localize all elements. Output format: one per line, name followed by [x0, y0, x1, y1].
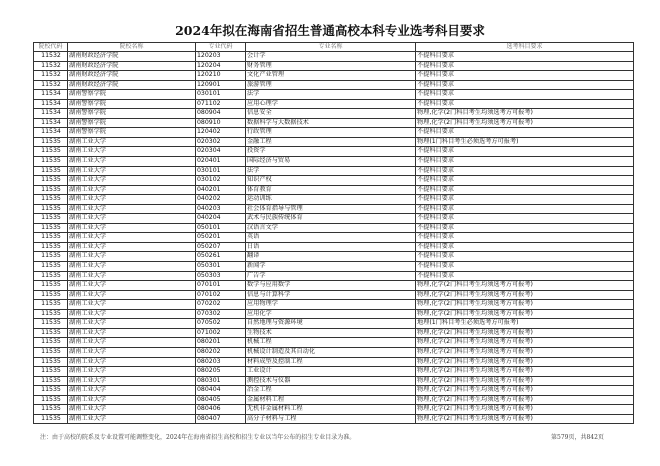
cell-major-code: 080205	[196, 367, 246, 377]
table-row	[34, 147, 634, 157]
table-row	[34, 195, 634, 205]
cell-school-code: 11535	[34, 376, 68, 386]
cell-school-code: 11535	[34, 414, 68, 424]
cell-school-name: 湖南工业大学	[68, 271, 196, 281]
table-row	[34, 128, 634, 138]
cell-major-name: 文化产业管理	[246, 71, 416, 81]
table-row	[34, 347, 634, 357]
cell-school-code: 11535	[34, 262, 68, 272]
cell-school-name: 湖南警察学院	[68, 128, 196, 138]
cell-major-name: 自然地理与资源环境	[246, 319, 416, 329]
cell-major-code: 050301	[196, 262, 246, 272]
table-row	[34, 281, 634, 291]
table-row	[34, 262, 634, 272]
cell-major-name: 测控技术与仪器	[246, 376, 416, 386]
table-row	[34, 71, 634, 81]
table-header-row	[34, 42, 634, 52]
cell-major-name: 武术与民族传统体育	[246, 214, 416, 224]
cell-school-name: 湖南工业大学	[68, 405, 196, 415]
cell-subject-requirement: 不提科目要求	[416, 90, 634, 100]
table-row	[34, 118, 634, 128]
cell-major-name: 旅游管理	[246, 80, 416, 90]
cell-school-name: 湖南工业大学	[68, 281, 196, 291]
cell-school-code: 11535	[34, 300, 68, 310]
cell-subject-requirement: 物理,化学(2门科目考生均须选考方可报考)	[416, 357, 634, 367]
cell-school-name: 湖南财政经济学院	[68, 61, 196, 71]
cell-major-name: 应用心理学	[246, 99, 416, 109]
cell-school-name: 湖南工业大学	[68, 357, 196, 367]
cell-subject-requirement: 不提科目要求	[416, 204, 634, 214]
cell-school-name: 湖南工业大学	[68, 137, 196, 147]
table-row	[34, 80, 634, 90]
header-major-code: 专业代码	[196, 42, 246, 52]
cell-school-code: 11534	[34, 128, 68, 138]
table-row	[34, 367, 634, 377]
cell-major-code: 080910	[196, 118, 246, 128]
cell-major-code: 040201	[196, 185, 246, 195]
table-row	[34, 109, 634, 119]
cell-school-name: 湖南工业大学	[68, 262, 196, 272]
cell-major-name: 信息与计算科学	[246, 290, 416, 300]
cell-major-code: 120210	[196, 71, 246, 81]
cell-major-name: 生物技术	[246, 328, 416, 338]
cell-major-code: 050101	[196, 223, 246, 233]
cell-major-name: 汉语言文学	[246, 223, 416, 233]
cell-major-name: 投资学	[246, 147, 416, 157]
cell-school-name: 湖南工业大学	[68, 195, 196, 205]
cell-subject-requirement: 不提科目要求	[416, 80, 634, 90]
cell-major-name: 日语	[246, 242, 416, 252]
cell-major-code: 080404	[196, 386, 246, 396]
table-row	[34, 185, 634, 195]
table-row	[34, 157, 634, 167]
cell-school-name: 湖南工业大学	[68, 309, 196, 319]
cell-school-name: 湖南工业大学	[68, 166, 196, 176]
cell-school-name: 湖南财政经济学院	[68, 80, 196, 90]
cell-school-code: 11535	[34, 185, 68, 195]
cell-subject-requirement: 不提科目要求	[416, 223, 634, 233]
cell-school-code: 11535	[34, 405, 68, 415]
cell-major-code: 020304	[196, 147, 246, 157]
cell-school-code: 11535	[34, 176, 68, 186]
cell-school-code: 11532	[34, 52, 68, 62]
cell-major-name: 无机非金属材料工程	[246, 405, 416, 415]
cell-major-code: 050201	[196, 233, 246, 243]
cell-subject-requirement: 物理,化学(2门科目考生均须选考方可报考)	[416, 395, 634, 405]
cell-school-code: 11535	[34, 347, 68, 357]
cell-subject-requirement: 物理,化学(2门科目考生均须选考方可报考)	[416, 118, 634, 128]
table-row	[34, 376, 634, 386]
cell-subject-requirement: 不提科目要求	[416, 271, 634, 281]
cell-school-code: 11535	[34, 281, 68, 291]
cell-subject-requirement: 物理,化学(2门科目考生均须选考方可报考)	[416, 109, 634, 119]
cell-subject-requirement: 物理,化学(2门科目考生均须选考方可报考)	[416, 338, 634, 348]
cell-major-name: 机械设计制造及其自动化	[246, 347, 416, 357]
cell-major-name: 工业设计	[246, 367, 416, 377]
cell-school-code: 11534	[34, 90, 68, 100]
cell-school-code: 11535	[34, 214, 68, 224]
cell-major-name: 冶金工程	[246, 386, 416, 396]
cell-school-name: 湖南财政经济学院	[68, 52, 196, 62]
cell-school-code: 11535	[34, 271, 68, 281]
table-row	[34, 233, 634, 243]
table-row	[34, 414, 634, 424]
cell-subject-requirement: 不提科目要求	[416, 233, 634, 243]
cell-subject-requirement: 物理,化学(2门科目考生均须选考方可报考)	[416, 386, 634, 396]
cell-major-code: 080405	[196, 395, 246, 405]
cell-school-code: 11535	[34, 223, 68, 233]
cell-major-name: 信息安全	[246, 109, 416, 119]
cell-school-name: 湖南工业大学	[68, 223, 196, 233]
cell-major-code: 070502	[196, 319, 246, 329]
cell-school-name: 湖南财政经济学院	[68, 71, 196, 81]
cell-school-code: 11532	[34, 61, 68, 71]
cell-subject-requirement: 不提科目要求	[416, 242, 634, 252]
table-row	[34, 99, 634, 109]
cell-major-name: 材料成型及控制工程	[246, 357, 416, 367]
cell-school-name: 湖南工业大学	[68, 347, 196, 357]
cell-school-code: 11535	[34, 233, 68, 243]
cell-major-name: 应用化学	[246, 309, 416, 319]
cell-school-code: 11535	[34, 367, 68, 377]
footnote: 注：由于高校的院系及专业设置可能调整变化，2024年在海南省招生高校和招生专业以当年公布的招生专业目录为准。	[40, 434, 356, 441]
cell-subject-requirement: 不提科目要求	[416, 71, 634, 81]
cell-school-code: 11535	[34, 252, 68, 262]
table-row	[34, 252, 634, 262]
cell-major-name: 机械工程	[246, 338, 416, 348]
cell-school-code: 11535	[34, 386, 68, 396]
cell-school-code: 11535	[34, 204, 68, 214]
cell-major-code: 080202	[196, 347, 246, 357]
cell-school-code: 11535	[34, 395, 68, 405]
cell-school-name: 湖南警察学院	[68, 109, 196, 119]
page-title: 2024年拟在海南省招生普通高校本科专业选考科目要求	[175, 23, 485, 38]
page-number: 第579页，共842页	[551, 434, 604, 441]
table-row	[34, 223, 634, 233]
cell-school-code: 11534	[34, 109, 68, 119]
cell-subject-requirement: 物理,化学(2门科目考生均须选考方可报考)	[416, 376, 634, 386]
cell-school-name: 湖南工业大学	[68, 395, 196, 405]
cell-subject-requirement: 不提科目要求	[416, 99, 634, 109]
cell-subject-requirement: 物理,化学(2门科目考生均须选考方可报考)	[416, 414, 634, 424]
cell-major-name: 数据科学与大数据技术	[246, 118, 416, 128]
cell-major-code: 071102	[196, 99, 246, 109]
cell-major-code: 120203	[196, 52, 246, 62]
table-row	[34, 61, 634, 71]
cell-major-code: 080301	[196, 376, 246, 386]
table-row	[34, 338, 634, 348]
cell-school-name: 湖南工业大学	[68, 300, 196, 310]
cell-school-name: 湖南工业大学	[68, 367, 196, 377]
cell-major-code: 080904	[196, 109, 246, 119]
table-row	[34, 405, 634, 415]
cell-subject-requirement: 不提科目要求	[416, 128, 634, 138]
cell-subject-requirement: 不提科目要求	[416, 157, 634, 167]
cell-major-code: 070102	[196, 290, 246, 300]
cell-major-code: 080201	[196, 338, 246, 348]
cell-major-name: 财务管理	[246, 61, 416, 71]
cell-major-name: 会计学	[246, 52, 416, 62]
cell-school-code: 11532	[34, 71, 68, 81]
cell-major-code: 120402	[196, 128, 246, 138]
cell-major-code: 020302	[196, 137, 246, 147]
cell-subject-requirement: 物理(1门科目考生必须选考方可报考)	[416, 137, 634, 147]
cell-school-name: 湖南警察学院	[68, 90, 196, 100]
cell-school-name: 湖南工业大学	[68, 233, 196, 243]
header-subject-requirement: 选考科目要求	[416, 42, 634, 52]
cell-subject-requirement: 物理,化学(2门科目考生均须选考方可报考)	[416, 309, 634, 319]
cell-major-name: 知识产权	[246, 176, 416, 186]
cell-major-code: 070101	[196, 281, 246, 291]
cell-subject-requirement: 物理,化学(2门科目考生均须选考方可报考)	[416, 328, 634, 338]
table-row	[34, 204, 634, 214]
cell-school-code: 11535	[34, 290, 68, 300]
table-row	[34, 290, 634, 300]
cell-major-code: 050303	[196, 271, 246, 281]
cell-subject-requirement: 不提科目要求	[416, 262, 634, 272]
cell-school-name: 湖南工业大学	[68, 338, 196, 348]
cell-school-code: 11535	[34, 242, 68, 252]
cell-subject-requirement: 物理,化学(2门科目考生均须选考方可报考)	[416, 281, 634, 291]
cell-major-name: 法学	[246, 166, 416, 176]
cell-school-code: 11534	[34, 118, 68, 128]
table-body	[34, 52, 634, 424]
table-row	[34, 300, 634, 310]
cell-school-code: 11532	[34, 80, 68, 90]
cell-school-code: 11535	[34, 166, 68, 176]
cell-subject-requirement: 物理,化学(2门科目考生均须选考方可报考)	[416, 300, 634, 310]
cell-major-name: 社会体育指导与管理	[246, 204, 416, 214]
table-row	[34, 90, 634, 100]
subject-requirements-table	[33, 42, 634, 425]
cell-major-code: 071002	[196, 328, 246, 338]
header-school-name: 院校名称	[68, 42, 196, 52]
cell-major-code: 030101	[196, 166, 246, 176]
cell-major-code: 030102	[196, 176, 246, 186]
cell-school-code: 11535	[34, 357, 68, 367]
cell-school-name: 湖南工业大学	[68, 185, 196, 195]
cell-school-name: 湖南工业大学	[68, 328, 196, 338]
header-school-code: 院校代码	[34, 42, 68, 52]
cell-major-code: 040203	[196, 204, 246, 214]
cell-subject-requirement: 不提科目要求	[416, 214, 634, 224]
cell-school-name: 湖南工业大学	[68, 242, 196, 252]
cell-major-code: 080203	[196, 357, 246, 367]
cell-major-code: 050261	[196, 252, 246, 262]
table-row	[34, 52, 634, 62]
cell-major-name: 法学	[246, 90, 416, 100]
cell-major-name: 英语	[246, 233, 416, 243]
cell-major-code: 070302	[196, 309, 246, 319]
cell-subject-requirement: 不提科目要求	[416, 52, 634, 62]
cell-major-name: 金融工程	[246, 137, 416, 147]
cell-subject-requirement: 不提科目要求	[416, 166, 634, 176]
cell-major-name: 广告学	[246, 271, 416, 281]
cell-school-code: 11535	[34, 319, 68, 329]
cell-major-code: 020401	[196, 157, 246, 167]
cell-major-name: 国际经济与贸易	[246, 157, 416, 167]
cell-major-name: 高分子材料与工程	[246, 414, 416, 424]
header-major-name: 专业名称	[246, 42, 416, 52]
cell-school-name: 湖南工业大学	[68, 204, 196, 214]
table-row	[34, 166, 634, 176]
cell-major-name: 应用物理学	[246, 300, 416, 310]
table-row	[34, 242, 634, 252]
cell-major-code: 120901	[196, 80, 246, 90]
cell-major-code: 070202	[196, 300, 246, 310]
cell-school-name: 湖南工业大学	[68, 319, 196, 329]
cell-subject-requirement: 不提科目要求	[416, 252, 634, 262]
table-row	[34, 214, 634, 224]
cell-school-code: 11535	[34, 309, 68, 319]
cell-major-code: 080406	[196, 405, 246, 415]
cell-school-name: 湖南工业大学	[68, 414, 196, 424]
table-row	[34, 395, 634, 405]
cell-school-code: 11535	[34, 137, 68, 147]
cell-major-name: 体育教育	[246, 185, 416, 195]
cell-school-name: 湖南警察学院	[68, 99, 196, 109]
table-row	[34, 386, 634, 396]
cell-major-name: 新闻学	[246, 262, 416, 272]
cell-subject-requirement: 物理,化学(2门科目考生均须选考方可报考)	[416, 405, 634, 415]
table-row	[34, 309, 634, 319]
cell-major-code: 030101	[196, 90, 246, 100]
cell-subject-requirement: 不提科目要求	[416, 61, 634, 71]
table-row	[34, 328, 634, 338]
table-row	[34, 319, 634, 329]
cell-major-code: 050207	[196, 242, 246, 252]
cell-school-name: 湖南工业大学	[68, 376, 196, 386]
cell-major-code: 040204	[196, 214, 246, 224]
cell-school-name: 湖南工业大学	[68, 386, 196, 396]
cell-subject-requirement: 不提科目要求	[416, 147, 634, 157]
cell-major-name: 数学与应用数学	[246, 281, 416, 291]
cell-school-code: 11535	[34, 147, 68, 157]
cell-school-name: 湖南工业大学	[68, 157, 196, 167]
cell-subject-requirement: 物理,化学(2门科目考生均须选考方可报考)	[416, 367, 634, 377]
cell-school-code: 11535	[34, 157, 68, 167]
cell-subject-requirement: 物理,化学(2门科目考生均须选考方可报考)	[416, 347, 634, 357]
cell-major-code: 080407	[196, 414, 246, 424]
cell-school-name: 湖南工业大学	[68, 147, 196, 157]
cell-school-code: 11534	[34, 99, 68, 109]
cell-major-name: 翻译	[246, 252, 416, 262]
table-row	[34, 176, 634, 186]
table-row	[34, 271, 634, 281]
cell-school-name: 湖南工业大学	[68, 252, 196, 262]
cell-major-name: 行政管理	[246, 128, 416, 138]
cell-major-code: 040202	[196, 195, 246, 205]
cell-subject-requirement: 地理(1门科目考生必须选考方可报考)	[416, 319, 634, 329]
cell-school-name: 湖南警察学院	[68, 118, 196, 128]
cell-school-code: 11535	[34, 195, 68, 205]
table-row	[34, 137, 634, 147]
cell-school-name: 湖南工业大学	[68, 176, 196, 186]
cell-school-code: 11535	[34, 338, 68, 348]
cell-subject-requirement: 不提科目要求	[416, 185, 634, 195]
cell-major-code: 120204	[196, 61, 246, 71]
cell-school-name: 湖南工业大学	[68, 290, 196, 300]
cell-major-name: 运动训练	[246, 195, 416, 205]
cell-subject-requirement: 物理,化学(2门科目考生均须选考方可报考)	[416, 290, 634, 300]
cell-major-name: 金属材料工程	[246, 395, 416, 405]
cell-school-code: 11535	[34, 328, 68, 338]
cell-subject-requirement: 不提科目要求	[416, 195, 634, 205]
table-row	[34, 357, 634, 367]
cell-subject-requirement: 不提科目要求	[416, 176, 634, 186]
cell-school-name: 湖南工业大学	[68, 214, 196, 224]
